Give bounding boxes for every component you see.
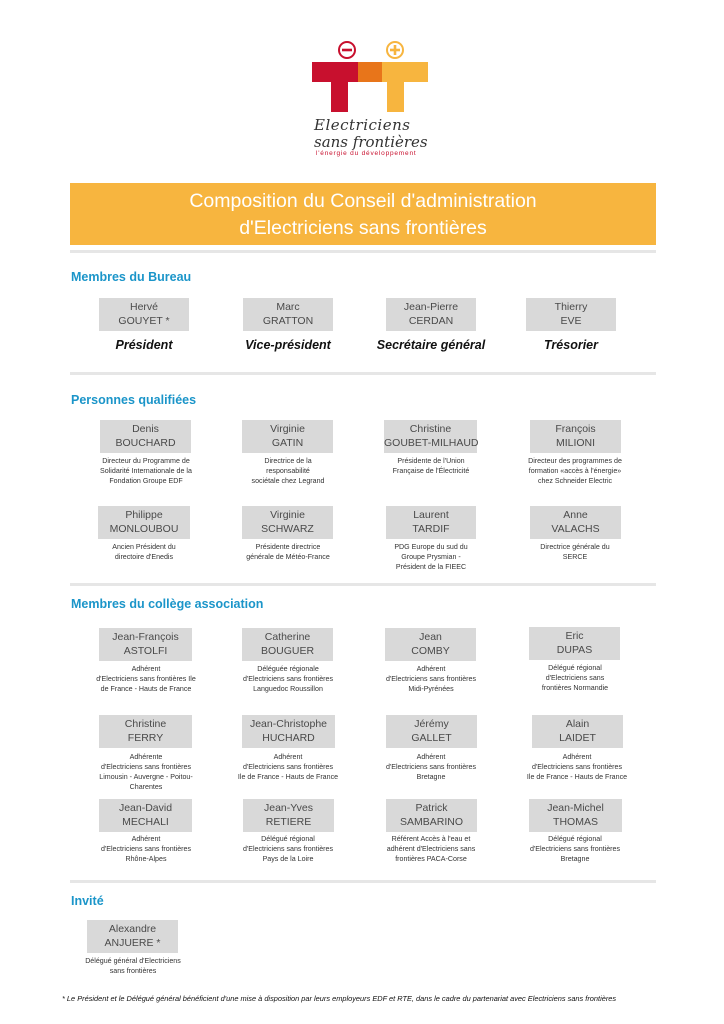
section-title-guest: Invité	[71, 894, 104, 908]
member-name-box	[98, 506, 190, 539]
member-description: Délégué général d'Electriciens sans frontières	[85, 957, 181, 975]
member-description: Adhérente d'Electriciens sans frontières Limousin - Auvergne - Poitou- Charentes	[99, 753, 193, 791]
member-last-name: MECHALI	[122, 816, 169, 828]
member-first-name: Hervé	[129, 301, 158, 313]
member-description: Directeur du Programme de Solidarité Internationale de la Fondation Groupe EDF	[100, 457, 192, 485]
divider	[70, 372, 656, 375]
member-name-box	[385, 628, 476, 661]
minus-icon	[339, 42, 355, 58]
member-first-name: Christine	[409, 423, 452, 435]
member-description: Adhérent d'Electriciens sans frontières Midi-Pyrénées	[385, 665, 477, 693]
member-first-name: Laurent	[413, 509, 449, 521]
member-last-name: BOUGUER	[260, 645, 315, 657]
member-last-name: THOMAS	[553, 816, 598, 828]
member-first-name: Eric	[565, 630, 584, 642]
member-first-name: Marc	[276, 301, 300, 313]
member-first-name: Jean-François	[112, 631, 179, 643]
member-name-box	[242, 715, 335, 748]
member-name-box	[243, 298, 333, 331]
member-name-box	[99, 628, 192, 661]
member-description: Adhérent d'Electriciens sans frontières Rhône-Alpes	[100, 835, 192, 863]
member-first-name: Patrick	[415, 802, 448, 814]
member-description: Adhérent d'Electriciens sans frontières Bretagne	[385, 753, 477, 781]
footnote: * Le Président et le Délégué général bénéficient d'une mise à disposition par leurs employeurs EDF et RTE, dans le cadre du partenariat avec Electriciens sans frontières	[62, 994, 617, 1003]
plus-icon	[387, 42, 403, 58]
member-last-name: GALLET	[411, 732, 452, 744]
member-name-box	[386, 799, 477, 832]
member-description: Adhérent d'Electriciens sans frontières Ile de France - Hauts de France	[237, 753, 339, 781]
member-description: Directrice générale du SERCE	[540, 543, 610, 561]
member-name-box	[529, 627, 620, 660]
member-description: Délégué régional d'Electriciens sans frontières Bretagne	[529, 835, 621, 863]
member-first-name: François	[555, 423, 596, 435]
member-name-box	[386, 298, 476, 331]
divider	[70, 880, 656, 883]
member-first-name: Jean-Yves	[263, 802, 314, 814]
page-title-line2: d'Electriciens sans frontières	[239, 217, 487, 239]
member-first-name: Philippe	[125, 509, 163, 521]
member-description: Présidente de l'Union Française de l'Électricité	[392, 457, 470, 475]
member-role: Président	[115, 338, 173, 352]
logo-text-line2: sans frontières	[314, 133, 428, 151]
member-role: Vice-président	[245, 338, 331, 352]
divider	[70, 250, 656, 253]
member-first-name: Christine	[124, 718, 167, 730]
member-name-box	[529, 799, 622, 832]
member-last-name: CERDAN	[408, 315, 454, 327]
member-first-name: Jean	[419, 631, 442, 643]
member-name-box	[526, 298, 616, 331]
title-banner	[70, 183, 656, 245]
member-first-name: Jérémy	[414, 718, 449, 730]
divider	[70, 583, 656, 586]
member-last-name: GOUBET-MILHAUD	[384, 437, 479, 449]
member-first-name: Alain	[565, 718, 590, 730]
member-name-box	[384, 420, 477, 453]
member-name-box	[530, 420, 621, 453]
member-first-name: Jean-Pierre	[403, 301, 459, 313]
esf-logo	[312, 40, 432, 160]
logo-tagline: l'énergie du développement	[316, 150, 417, 157]
section-title-bureau: Membres du Bureau	[71, 270, 192, 284]
member-first-name: Anne	[563, 509, 588, 521]
member-name-box	[530, 506, 621, 539]
member-last-name: ANJUERE *	[104, 937, 161, 949]
member-name-box	[99, 298, 189, 331]
member-role: Trésorier	[544, 338, 598, 352]
member-first-name: Virginie	[270, 423, 305, 435]
member-description: Délégué régional d'Electriciens sans frontières Normandie	[541, 664, 609, 692]
member-last-name: FERRY	[127, 732, 164, 744]
member-last-name: TARDIF	[412, 523, 450, 535]
member-name-box	[99, 799, 192, 832]
member-role: Secrétaire général	[376, 338, 486, 352]
member-name-box	[386, 506, 476, 539]
page-title-line1: Composition du Conseil d'administration	[189, 190, 537, 212]
member-description: PDG Europe du sud du Groupe Prysmian - Président de la FIEEC	[394, 543, 468, 571]
section-title-college: Membres du collège association	[71, 597, 264, 611]
member-last-name: DUPAS	[556, 644, 593, 656]
member-name-box	[99, 715, 192, 748]
member-description: Présidente directrice générale de Météo-France	[246, 543, 330, 561]
member-description: Ancien Président du directoire d'Enedis	[112, 543, 176, 561]
member-first-name: Alexandre	[108, 923, 157, 935]
member-last-name: LAIDET	[559, 732, 596, 744]
member-last-name: MONLOUBOU	[109, 523, 179, 535]
member-name-box	[243, 799, 334, 832]
member-last-name: SAMBARINO	[399, 816, 463, 828]
member-name-box	[100, 420, 191, 453]
member-description: Déléguée régionale d'Electriciens sans frontières Languedoc Roussillon	[242, 665, 334, 693]
member-first-name: Jean-Christophe	[249, 718, 328, 730]
member-last-name: GATIN	[271, 437, 304, 449]
member-first-name: Catherine	[264, 631, 311, 643]
member-last-name: COMBY	[411, 645, 450, 657]
section-title-qualified: Personnes qualifiées	[71, 393, 197, 407]
member-last-name: HUCHARD	[262, 732, 315, 744]
member-last-name: GRATTON	[262, 315, 314, 327]
member-name-box	[242, 506, 333, 539]
member-last-name: EVE	[560, 315, 582, 327]
member-last-name: RETIERE	[265, 816, 312, 828]
member-description: Délégué régional d'Electriciens sans frontières Pays de la Loire	[242, 835, 334, 863]
member-last-name: ASTOLFI	[123, 645, 168, 657]
member-name-box	[87, 920, 178, 953]
member-name-box	[386, 715, 477, 748]
member-last-name: MILIONI	[555, 437, 596, 449]
member-description: Directrice de la responsabilité sociétale chez Legrand	[251, 457, 325, 485]
member-description: Adhérent d'Electriciens sans frontières Ile de France - Hauts de France	[526, 753, 628, 781]
member-first-name: Thierry	[554, 301, 588, 313]
member-last-name: SCHWARZ	[261, 523, 314, 535]
logo-mark	[312, 40, 432, 116]
member-last-name: VALACHS	[551, 523, 600, 535]
member-last-name: BOUCHARD	[115, 437, 176, 449]
member-description: Référent Accès à l'eau et adhérent d'Electriciens sans frontières PACA-Corse	[386, 835, 476, 863]
member-first-name: Denis	[132, 423, 159, 435]
logo-text-line1: Electriciens	[314, 116, 411, 134]
member-first-name: Virginie	[270, 509, 305, 521]
member-description: Directeur des programmes de formation «accès à l'énergie» chez Schneider Electric	[528, 457, 622, 485]
member-name-box	[242, 420, 333, 453]
member-name-box	[532, 715, 623, 748]
member-first-name: Jean-David	[118, 802, 173, 814]
member-first-name: Jean-Michel	[547, 802, 604, 814]
member-last-name: GOUYET *	[118, 315, 170, 327]
member-description: Adhérent d'Electriciens sans frontières Ile de France - Hauts de France	[96, 665, 196, 693]
member-name-box	[242, 628, 333, 661]
